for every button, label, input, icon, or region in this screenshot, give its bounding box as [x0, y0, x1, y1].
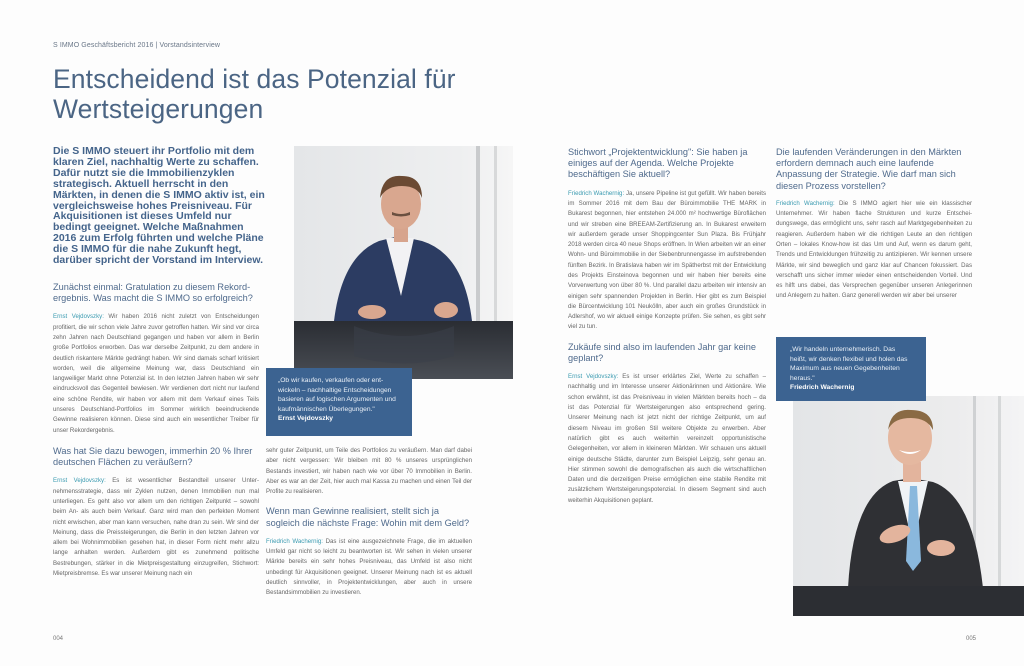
- question-4: Stichwort „Projektentwicklung": Sie haben ja einiges auf der Agenda. Welche Projekte beschäftigen Sie aktuell?: [568, 147, 748, 180]
- speaker-name: Ernst Vejdovszky:: [568, 373, 619, 381]
- page-number-left: 004: [53, 636, 64, 642]
- question-2: Was hat Sie dazu bewogen, immerhin 20 % Ihrer deutschen Flächen zu veräußern?: [53, 445, 253, 468]
- answer-text: Wir haben 2016 nicht zuletzt von Entscheidungen profitiert, die wir schon viele Jahre zuvor getroffen hatten. Wir sind vor circa zehn Jahren nach Deutschland gegangen und haben vor allem in Berlin große Portfolios erworben. Das war derselbe Zeitpunkt, zu dem andere in deutlich riskantere Märkte gedrängt haben. Wir sind damals scharf kritisiert worden, weil die allgemeine Meinung war, dass Deutschland ein langweiliger Markt ohne Potenzial ist. In den letzten Jahren haben wir sehr eindrucksvoll das Gegenteil bewiesen. Wir verdienen dort nicht nur laufend eine schöne Rendite, wir haben vor allem mit dem Verkauf eines Teils unseres Deutschland-Portfolios im Sommer wirklich beeindruckende Gewinne realisieren können. Diese sind auch ein wesentlicher Treiber für unser Rekordergebnis.: [53, 313, 260, 434]
- running-head: S IMMO Geschäftsbericht 2016 | Vorstandsinterview: [53, 42, 221, 49]
- portrait-image: [793, 396, 1024, 616]
- answer-4: [568, 189, 766, 333]
- answer-5: [568, 372, 766, 506]
- answer-text: Die S IMMO agiert hier wie ein klassischer Unternehmer. Wir haben flache Strukturen und kurze Entscheidungswege, das ermöglicht uns, sehr rasch auf Marktgegebenheiten zu reagieren. Außerdem haben wir die richtigen Leute an den richtigen Orten – lokales Know-how ist das Um und Auf, wenn es darum geht, Trends und Entwicklungen frühzeitig zu antizipieren. Wir kennen unsere Märkte, wir sind beweglich und ganz klar auf Chancen fokussiert. Das verschafft uns sicher immer wieder einen entscheidenden Vorteil. Und es hilft uns dabei, das Versprechen gegenüber unseren Anlegerinnen und Anlegern zu halten. Ganz generell werden wir aber bei unserer: [776, 199, 972, 300]
- speaker-name: Ernst Vejdovszky:: [53, 313, 104, 321]
- lead-paragraph: Die S IMMO steuert ihr Portfolio mit dem klaren Ziel, nachhaltig Werte zu schaffen. Dafür nutzt sie die Immobilienzyklen strategisch. Aktuell herrscht in den Märkten, in denen die S IMMO aktiv ist, ein vergleichsweise hohes Preisniveau. Für Akquisitionen ist dieses Umfeld nur bedingt geeignet. Welche Maßnahmen 2016 zum Erfolg führten und welche Pläne die S IMMO für die nahe Zukunft hegt, darüber spricht der Vorstand im Interview.: [53, 145, 265, 267]
- quote-text: „Ob wir kaufen, verkaufen oder entwickeln – nachhaltige Entscheidungen basieren auf logischen Argumenten und kaufmännischen Überlegungen.": [278, 377, 396, 413]
- question-1: Zunächst einmal: Gratulation zu diesem Rekordergebnis. Was macht die S IMMO so erfolgreich?: [53, 282, 253, 304]
- answer-text: Das ist eine ausgezeichnete Frage, die im aktuellen Umfeld gar nicht so leicht zu beantworten ist. Wir sehen in vielen unserer Märkte bereits ein sehr hohes Preisniveau, das Umfeld ist also nicht unbedingt für Akquisitionen geeignet. Unserer Meinung nach ist es aktuell deutlich sinnvoller, in Projektentwicklungen, aber auch in unsere Bestandsimmobilien zu investieren.: [266, 537, 472, 597]
- portrait-image: [294, 146, 513, 379]
- question-3: Wenn man Gewinne realisiert, stellt sich ja sogleich die nächste Frage: Wohin mit dem Geld?: [266, 506, 470, 528]
- answer-2: [53, 476, 259, 579]
- quote-author: Ernst Vejdovszky: [278, 415, 334, 423]
- page-number-right: 005: [966, 636, 977, 642]
- column-2: [266, 446, 472, 599]
- answer-6: [776, 199, 972, 302]
- quote-author: Friedrich Wachernig: [790, 384, 855, 392]
- column-4: [776, 147, 972, 302]
- portrait-photo-wachernig: [793, 396, 1024, 616]
- speaker-name: Ernst Vejdovszky:: [53, 477, 106, 485]
- answer-text: Es ist unser erklärtes Ziel, Werte zu schaffen – nachhaltig und im Interesse unserer Aktionärinnen und Aktionäre. Wie schon erwähnt, ist das Preisniveau in vielen Märkten bereits hoch – da ist das Potenzial für Wertsteigerungen also entsprechend gering. Unserer Meinung nach ist jetzt nicht der richtige Zeitpunkt, um auf diesem Niveau im großen Stil weitere Objekte zu erwerben. Aber natürlich gibt es auch weiterhin vereinzelt opportunistische Gelegenheiten, vor allem in kleineren Märkten. Wir schauen uns aktuell einige deutsche Städte, darunter zum Beispiel Leipzig, sehr genau an. Hier stimmen sowohl die demografischen als auch die wirtschaftlichen Daten und die derzeitigen Preise ermöglichen eine stabile Rendite mit zusätzlichem Wertsteigerungspotenzial. In diesem Segment sind auch weiterhin Akquisitionen geplant.: [568, 373, 766, 504]
- answer-2-continued: sehr guter Zeitpunkt, um Teile des Portfolios zu veräußern. Man darf dabei aber nicht vergessen: Wir bleiben mit 80 % unseres ursprünglichen Bestands investiert, wir haben nach wie vor über 70 Immobilien in Berlin. Aber es war an der Zeit, hier auch mal Kassa zu machen und einen Teil der Profite zu realisieren.: [266, 447, 472, 496]
- question-5: Zukäufe sind also im laufenden Jahr gar keine geplant?: [568, 341, 756, 363]
- question-6: Die laufenden Veränderungen in den Märkten erfordern demnach auch eine laufende Anpassung der Strategie. Wie darf man sich diesen Prozess vorstellen?: [776, 147, 962, 191]
- pull-quote-1: [266, 368, 412, 436]
- column-1: [53, 282, 259, 579]
- quote-text: „Wir handeln unternehmerisch. Das heißt, wir denken flexibel und holen das Maximum aus neuen Gegebenheiten heraus.": [790, 346, 908, 382]
- pull-quote-2: [776, 337, 926, 401]
- answer-text: Es ist wesentlicher Bestandteil unserer Unternehmensstrategie, dass wir Zyklen nutzen, denen Immobilien nun mal unterliegen. Es geht also vor allem um den richtigen Zeitpunkt – sowohl beim An- als auch beim Verkauf. Ganz wird man den perfekten Moment nicht erwischen, aber man kann versuchen, nahe dran zu sein. Wir sind der Meinung, dass die Preissteigerungen, die Berlin in den letzten Jahren vor allem bei Wohnimmobilien gesehen hat, in dieser Form nicht mehr allzu lange anhalten werden. Außerdem gibt es zunehmend politische Bestrebungen, stärker in die Mietpreisgestaltung einzugreifen, Stichwort: Mietpreisbremse. Es war unserer Meinung nach ein: [53, 477, 259, 578]
- page-title: Entscheidend ist das Potenzial für Wertsteigerungen: [53, 64, 456, 124]
- portrait-photo-vejdovszky: [294, 146, 513, 379]
- speaker-name: Friedrich Wachernig:: [568, 189, 625, 197]
- answer-3: [266, 537, 472, 599]
- answer-1: [53, 312, 259, 436]
- speaker-name: Friedrich Wachernig:: [776, 199, 835, 207]
- column-3: [568, 147, 766, 506]
- speaker-name: Friedrich Wachernig:: [266, 537, 323, 545]
- answer-text: Ja, unsere Pipeline ist gut gefüllt. Wir haben bereits im Sommer 2016 mit dem Bau der Büroimmobilie THE MARK in Bukarest begonnen, hier entstehen 24.000 m² hochwertige Büroflächen und wir streben eine BREEAM-Zertifizierung an. In Bukarest erweitern wir außerdem gerade unser Shoppingcenter Sun Plaza. Bis Frühjahr 2018 werden circa 40 neue Shops eröffnen. In Wien arbeiten wir an einer Wohn- und Büroimmobilie in der Siebenbrunnengasse im aufstrebenden fünften Bezirk. In Bratislava haben wir im Spätherbst mit der Entwicklung des Projekts Einsteinova begonnen und wir haben hier bereits eine Vorverwertung von über 80 %. Und parallel dazu arbeiten wir intensiv an einigen sehr spannenden Projekten in Berlin. Hier gibt es zum Beispiel die Bürcentwicklung 101 Neukölln, aber auch ein großes Grundstück in Adlershof, wo wir aktuell einige Konzepte prüfen. Sie sehen, es gibt sehr viel zu tun.: [568, 189, 766, 331]
